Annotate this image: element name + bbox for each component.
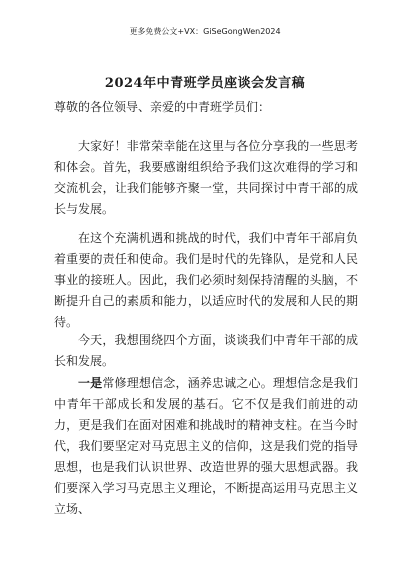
page-title: 2024年中青班学员座谈会发言稿 <box>104 76 306 91</box>
paragraph-2: 在这个充满机遇和挑战的时代，我们中青年干部肩负着重要的责任和使命。我们是时代的先锋队，是党和人民事业的接班人。因此，我们必须时刻保持清醒的头脑，不断提升自己的素质和能力，以适应时代的发展和人民的期待。 <box>54 231 358 329</box>
paragraph-4-lead: 一是 <box>78 376 103 390</box>
paragraph-1: 大家好！非常荣幸能在这里与各位分享我的一些思考和体会。首先，我要感谢组织给予我们这次难得的学习和交流机会，让我们能够齐聚一堂，共同探讨中青干部的成长与发展。 <box>54 139 358 216</box>
salutation: 尊敬的各位领导、亲爱的中青班学员们： <box>54 100 271 114</box>
paragraph-4-body: 常修理想信念，涵养忠诚之心。理想信念是我们中青年干部成长和发展的基石。它不仅是我们前进的动力，更是我们在面对困难和挑战时的精神支柱。在当今时代，我们要坚定对马克思主义的信仰，这是我们党的指导思想，也是我们认识世界、改造世界的强大思想武器。我们要深入学习马克思主义理论，不断提高运用马克思主义立场、 <box>54 376 358 516</box>
paragraph-3: 今天，我想围绕四个方面，谈谈我们中青年干部的成长和发展。 <box>54 333 358 368</box>
paragraph-4 <box>54 373 358 520</box>
header-note: 更多免费公文+VX：GiSeGongWen2024 <box>129 27 281 36</box>
